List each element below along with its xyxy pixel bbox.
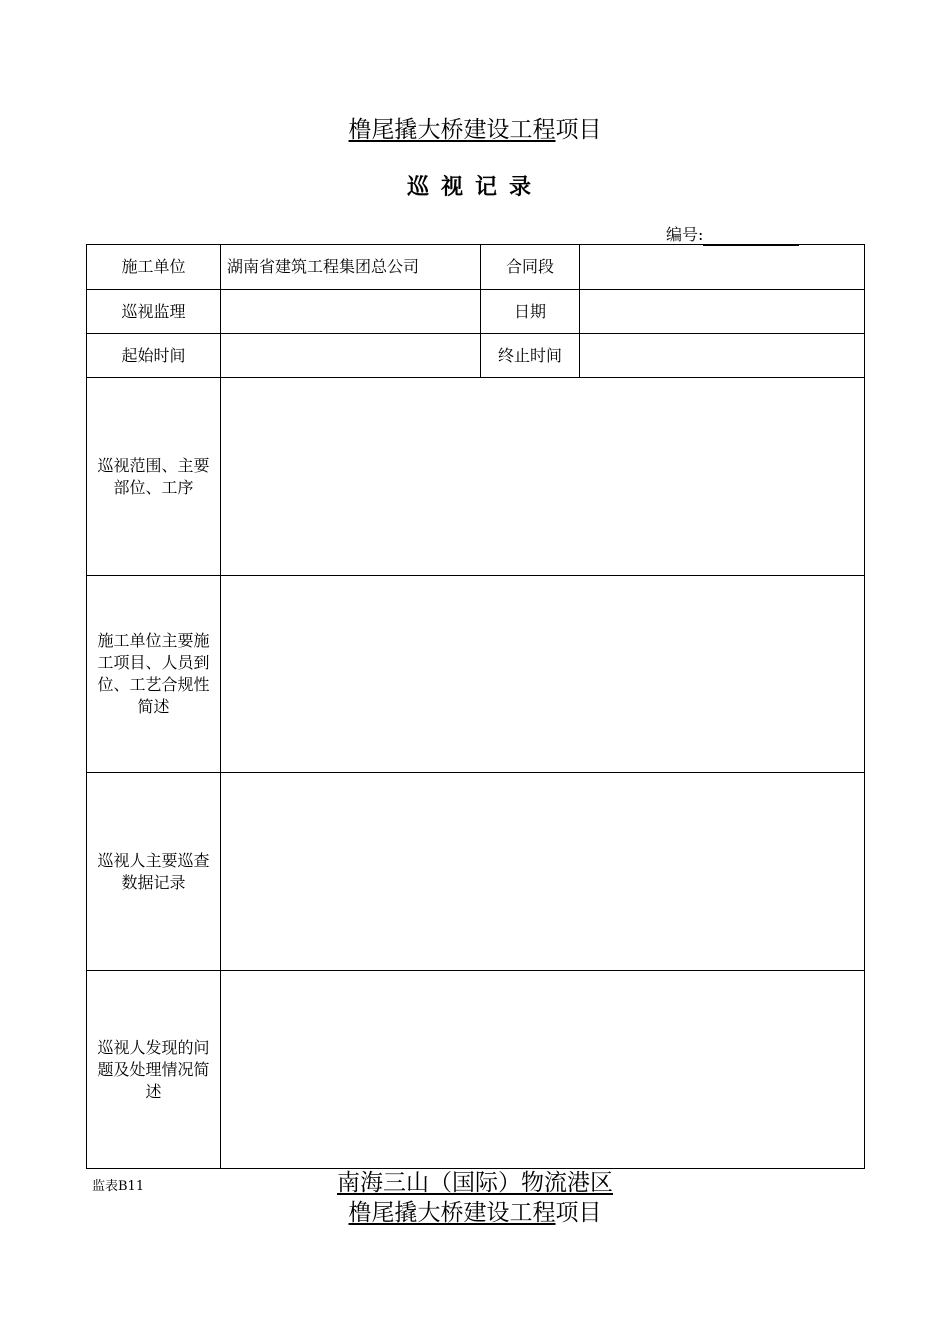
page-subtitle: 巡视记录 <box>406 175 543 200</box>
start-time-label: 起始时间 <box>87 334 221 378</box>
start-time-value[interactable] <box>221 334 481 378</box>
table-row <box>87 378 865 576</box>
footer-title-line2 <box>0 1198 950 1228</box>
contract-section-label: 合同段 <box>481 245 580 290</box>
scope-value[interactable] <box>221 378 865 576</box>
footer-title-suffix: 项目 <box>555 1200 602 1226</box>
contract-section-value[interactable] <box>580 245 865 290</box>
construction-unit-value[interactable]: 湖南省建筑工程集团总公司 <box>221 245 481 290</box>
data-record-label: 巡视人主要巡查数据记录 <box>87 773 221 971</box>
table-row <box>87 334 865 378</box>
patrol-supervisor-value[interactable] <box>221 290 481 334</box>
table-row <box>87 971 865 1169</box>
date-value[interactable] <box>580 290 865 334</box>
doc-number <box>666 224 799 246</box>
title-project-name: 橹尾撬大桥建设工程 <box>348 117 556 143</box>
footer-title-line1 <box>0 1168 950 1198</box>
date-label: 日期 <box>481 290 580 334</box>
data-record-value[interactable] <box>221 773 865 971</box>
scope-label: 巡视范围、主要部位、工序 <box>87 378 221 576</box>
doc-number-label: 编号: <box>666 225 704 244</box>
patrol-record-table <box>86 244 865 1169</box>
unit-items-value[interactable] <box>221 576 865 773</box>
unit-items-label: 施工单位主要施工项目、人员到位、工艺合规性简述 <box>87 576 221 773</box>
title-suffix: 项目 <box>555 117 602 143</box>
issues-label: 巡视人发现的问题及处理情况简述 <box>87 971 221 1169</box>
end-time-label: 终止时间 <box>481 334 580 378</box>
table-row <box>87 576 865 773</box>
construction-unit-label: 施工单位 <box>87 245 221 290</box>
table-row <box>87 773 865 971</box>
patrol-supervisor-label: 巡视监理 <box>87 290 221 334</box>
table-row <box>87 290 865 334</box>
footer-port-name: 南海三山（国际）物流港区 <box>337 1170 613 1196</box>
form-code: 监表B11 <box>92 1179 145 1194</box>
footer-project-name: 橹尾撬大桥建设工程 <box>348 1200 556 1226</box>
page-title <box>0 114 950 146</box>
table-row <box>87 245 865 290</box>
issues-value[interactable] <box>221 971 865 1169</box>
end-time-value[interactable] <box>580 334 865 378</box>
